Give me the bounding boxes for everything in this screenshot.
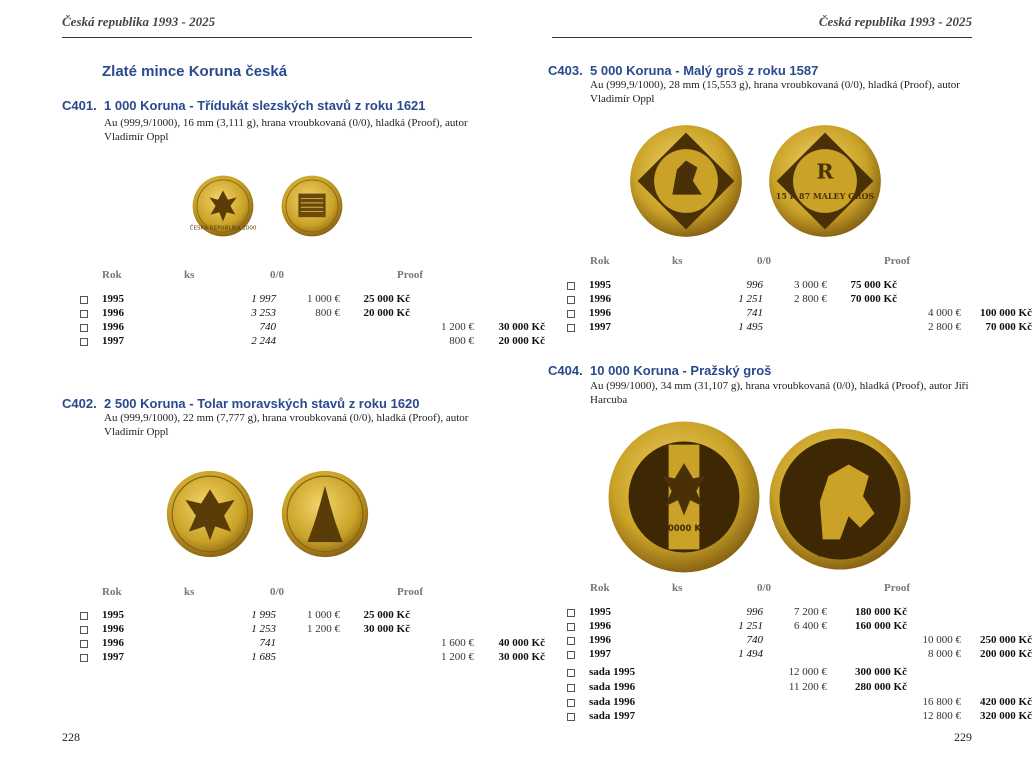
col-header-rok: Rok — [590, 582, 610, 594]
coin-image-c404-reverse — [768, 427, 912, 571]
col-header-normal: 0/0 — [757, 255, 772, 267]
checkbox[interactable] — [567, 609, 575, 617]
coin-image-c402-obverse — [166, 470, 254, 558]
svg-text:OZAU9999: OZAU9999 — [816, 549, 864, 559]
coin-title-c403 — [548, 63, 818, 78]
table-row: 1996 1 251 6 400 € 160 000 Kč — [567, 619, 957, 633]
coin-code: C401. — [62, 98, 97, 113]
checkbox[interactable] — [567, 623, 575, 631]
table-row: sada 1996 16 800 € 420 000 Kč — [567, 695, 957, 709]
coin-desc-c402: Au (999,9/1000), 22 mm (7,777 g), hrana vroubkovaná (0/0), hladká (Proof), autor Vladimír Oppl — [104, 412, 469, 438]
page-number-right: 229 — [954, 730, 972, 744]
table-row: sada 1997 12 800 € 320 000 Kč — [567, 709, 957, 723]
checkbox[interactable] — [567, 684, 575, 692]
coin-inscription: ČESKÁ REPUBLIKA 1000 — [189, 225, 257, 232]
checkbox[interactable] — [567, 296, 575, 304]
table-row: 1996 741 1 600 € 40 000 Kč — [80, 636, 470, 650]
coin-name: 2 500 Koruna - Tolar moravských stavů z roku 1620 — [104, 396, 420, 411]
table-row: 1997 1 494 8 000 € 200 000 Kč — [567, 647, 957, 661]
coin-image-c401-reverse — [281, 175, 343, 237]
checkbox[interactable] — [567, 310, 575, 318]
col-header-rok: Rok — [102, 269, 122, 281]
col-header-ks: ks — [184, 269, 195, 281]
coin-desc-c403: Au (999,9/1000), 28 mm (15,553 g), hrana vroubkovaná (0/0), hladká (Proof), autor Vladimír Oppl — [590, 79, 960, 105]
running-header-left: Česká republika 1993 - 2025 — [62, 14, 216, 29]
checkbox[interactable] — [80, 338, 88, 346]
page-number-left: 228 — [62, 730, 80, 744]
table-row: 1996 740 1 200 € 30 000 Kč — [80, 320, 470, 334]
checkbox[interactable] — [567, 651, 575, 659]
col-header-normal: 0/0 — [270, 586, 285, 598]
col-header-proof: Proof — [884, 255, 911, 267]
table-row: 1997 1 685 1 200 € 30 000 Kč — [80, 650, 470, 664]
table-row: 1995 996 7 200 € 180 000 Kč — [567, 605, 957, 619]
coin-image-c404-obverse — [607, 420, 761, 574]
checkbox[interactable] — [80, 296, 88, 304]
checkbox[interactable] — [567, 713, 575, 721]
checkbox[interactable] — [567, 282, 575, 290]
table-row: 1995 996 3 000 € 75 000 Kč — [567, 278, 957, 292]
coin-image-c402-reverse — [281, 470, 369, 558]
table-row: sada 1995 12 000 € 300 000 Kč — [567, 665, 957, 679]
col-header-ks: ks — [672, 255, 683, 267]
table-row: 1996 1 253 1 200 € 30 000 Kč — [80, 622, 470, 636]
checkbox[interactable] — [80, 324, 88, 332]
coin-code: C404. — [548, 363, 583, 378]
checkbox[interactable] — [567, 669, 575, 677]
col-header-proof: Proof — [397, 586, 424, 598]
coin-title-c404 — [548, 363, 771, 378]
col-header-normal: 0/0 — [270, 269, 285, 281]
checkbox[interactable] — [567, 699, 575, 707]
checkbox[interactable] — [80, 640, 88, 648]
table-row: 1996 3 253 800 € 20 000 Kč — [80, 306, 470, 320]
col-header-proof: Proof — [884, 582, 911, 594]
table-row: sada 1996 11 200 € 280 000 Kč — [567, 680, 957, 694]
table-row: 1996 741 4 000 € 100 000 Kč — [567, 306, 957, 320]
col-header-ks: ks — [672, 582, 683, 594]
checkbox[interactable] — [567, 324, 575, 332]
header-rule-right — [552, 37, 972, 38]
running-header-right: Česká republika 1993 - 2025 — [818, 14, 972, 29]
checkbox[interactable] — [80, 612, 88, 620]
coin-desc-c401: Au (999,9/1000), 16 mm (3,111 g), hrana vroubkovaná (0/0), hladká (Proof), autor Vladimír Oppl — [104, 117, 468, 143]
table-row: 1996 1 251 2 800 € 70 000 Kč — [567, 292, 957, 306]
svg-text:10000 Kč: 10000 Kč — [662, 522, 706, 533]
table-row: 1995 1 995 1 000 € 25 000 Kč — [80, 608, 470, 622]
coin-desc-c404: Au (999/1000), 34 mm (31,107 g), hrana vroubkovaná (0/0), hladká (Proof), autor Jiří Harcuba — [590, 380, 969, 406]
table-row: 1997 2 244 800 € 20 000 Kč — [80, 334, 470, 348]
coin-title-c401 — [62, 98, 426, 113]
table-row: 1995 1 997 1 000 € 25 000 Kč — [80, 292, 470, 306]
coin-title-c402 — [62, 396, 420, 411]
col-header-rok: Rok — [102, 586, 122, 598]
header-rule-left — [62, 37, 472, 38]
col-header-normal: 0/0 — [757, 582, 772, 594]
table-row: 1997 1 495 2 800 € 70 000 Kč — [567, 320, 957, 334]
checkbox[interactable] — [80, 626, 88, 634]
right-page — [512, 0, 1032, 768]
col-header-rok: Rok — [590, 255, 610, 267]
coin-name: 10 000 Koruna - Pražský groš — [590, 363, 772, 378]
coin-image-c403-reverse — [768, 124, 882, 238]
coin-name: 1 000 Koruna - Třídukát slezských stavů z roku 1621 — [104, 98, 426, 113]
coin-inscription: 15 R 87 MALEY GROS — [775, 192, 875, 202]
svg-text:R: R — [816, 159, 834, 184]
col-header-ks: ks — [184, 586, 195, 598]
checkbox[interactable] — [80, 310, 88, 318]
coin-code: C403. — [548, 63, 583, 78]
coin-name: 5 000 Koruna - Malý groš z roku 1587 — [590, 63, 819, 78]
checkbox[interactable] — [567, 637, 575, 645]
coin-image-c401-obverse — [189, 175, 257, 237]
checkbox[interactable] — [80, 654, 88, 662]
coin-code: C402. — [62, 396, 97, 411]
coin-image-c403-obverse — [629, 124, 743, 238]
col-header-proof: Proof — [397, 269, 424, 281]
table-row: 1996 740 10 000 € 250 000 Kč — [567, 633, 957, 647]
section-title: Zlaté mince Koruna česká — [102, 63, 288, 80]
